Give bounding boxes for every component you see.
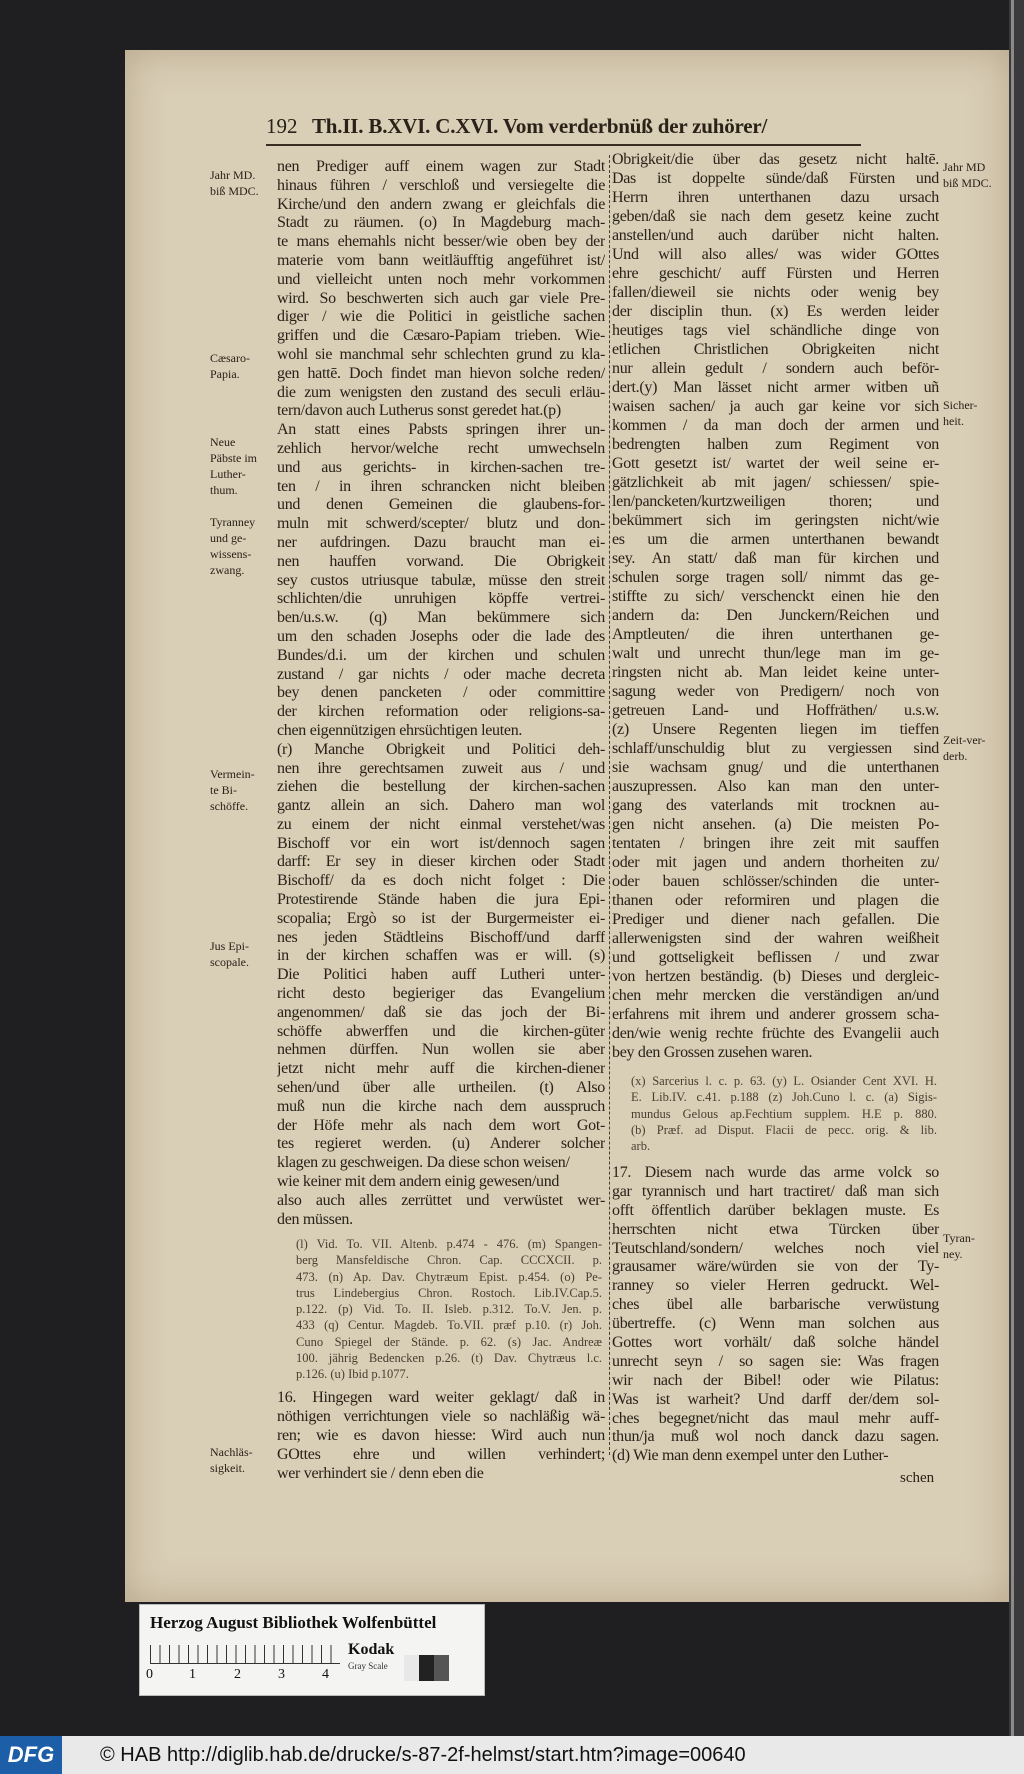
text-line: von hertzen beständig. (b) Dieses und dergleic- bbox=[612, 968, 939, 985]
text-line: Herrn ihren unterthanen dazu ursach bbox=[612, 189, 939, 206]
text-line: nöthigen verrichtungen viele so nachläßig wä- bbox=[277, 1408, 605, 1425]
text-line: gang des vaterlands mit trocknen au- bbox=[612, 797, 939, 814]
margin-note-line: Cæsaro- bbox=[210, 351, 250, 365]
text-line: stiffte zu sich/ verschenckt einen hie den bbox=[612, 588, 939, 605]
text-line: sey custos utriusque tabulæ, müsse den streit bbox=[277, 571, 605, 589]
text-line: darff: Er sey in dieser kirchen oder Stadt bbox=[277, 853, 605, 871]
text-line: Amptleuten/ die ihren unterthanen ge- bbox=[612, 626, 939, 643]
right-column-text bbox=[612, 150, 939, 1062]
margin-note-line: schöffe. bbox=[210, 799, 249, 813]
text-line: waisen sachen/ ja auch gar keine vor sich bbox=[612, 398, 939, 415]
text-line: herrschten nicht etwa Türcken über bbox=[612, 1220, 939, 1238]
text-line: den müssen. bbox=[277, 1210, 353, 1228]
margin-note-left bbox=[210, 766, 255, 814]
text-line: hinaus führen / verschloß und versiegelte die bbox=[277, 176, 605, 194]
text-line: oder mit jagen und andern thorheiten zu/ bbox=[612, 854, 939, 871]
text-line: der Höfe mehr als nach dem wort Got- bbox=[277, 1116, 605, 1134]
text-line: Stadt zu räumen. (o) In Magdeburg mach- bbox=[277, 214, 605, 232]
text-line: scopalia; Ergò so ist der Burgermeister ei- bbox=[277, 909, 605, 927]
text-line: ten / in ihren schrancken nicht bleiben bbox=[277, 477, 605, 495]
text-line: grausamer wäre/würden sie von der Ty- bbox=[612, 1258, 939, 1276]
margin-note-line: Vermein- bbox=[210, 767, 255, 781]
text-line: p.126. (u) Ibid p.1077. bbox=[296, 1367, 409, 1382]
margin-note-right bbox=[943, 159, 992, 191]
margin-note-left bbox=[210, 350, 250, 382]
text-line: Prediger und diener nach gefallen. Die bbox=[612, 911, 939, 928]
text-line: dert.(y) Man lässet nicht armer witben uñ bbox=[612, 379, 939, 396]
text-line: walt und unrecht thun/lege man im ge- bbox=[612, 645, 939, 662]
ruler-number: 1 bbox=[189, 1667, 196, 1682]
text-line: schulen sorge tragen soll/ nimmt das ge- bbox=[612, 569, 939, 586]
margin-note-line: Zeit-ver- bbox=[943, 733, 986, 747]
margin-note-line: sigkeit. bbox=[210, 1461, 245, 1475]
text-line: jetzt nicht mehr auff die kirchen-diener bbox=[277, 1060, 605, 1078]
text-line: kommen / da man doch der armen und bbox=[612, 417, 939, 434]
margin-note-line: heit. bbox=[943, 414, 964, 428]
text-line: len/pancketen/kurtzweiligen thoren; und bbox=[612, 493, 939, 510]
text-line: nes jeden Städtleins Bischoff/und darff bbox=[277, 928, 605, 946]
catchword: schen bbox=[900, 1470, 935, 1486]
text-line: erfahrens mit ihrem und anderer grossem scha- bbox=[612, 1006, 939, 1023]
kodak-label: Kodak bbox=[348, 1641, 395, 1658]
text-line: es um die armen unterthanen bewandt bbox=[612, 531, 939, 548]
text-line: chen mehr mercken die verständigen an/und bbox=[612, 987, 939, 1004]
text-line: 16. Hingegen ward weiter geklagt/ daß in bbox=[277, 1389, 605, 1406]
scan-edge bbox=[1009, 0, 1024, 1736]
text-line: wie keiner mit dem andern einig gewesen/und bbox=[277, 1173, 560, 1191]
text-line: Bischoff vor ein wort ist/dennoch sagen bbox=[277, 834, 605, 852]
text-line: unrecht seyn / so sagen sie: Was fragen bbox=[612, 1352, 939, 1370]
page-number: 192 bbox=[266, 114, 298, 138]
text-line: Teutschland/sondern/ welches noch viel bbox=[612, 1239, 939, 1257]
text-line: ner aufdringen. Dazu braucht man ei- bbox=[277, 533, 605, 551]
margin-note-line: biß MDC. bbox=[210, 184, 259, 198]
ruler-scale bbox=[150, 1645, 340, 1664]
section-16-text bbox=[277, 1388, 605, 1483]
text-line: auszupressen. Also kan man den unter- bbox=[612, 778, 939, 795]
text-line: schlaff/unschuldig blut zu vergiessen sind bbox=[612, 740, 939, 757]
dfg-logo: DFG bbox=[0, 1736, 62, 1774]
column-divider bbox=[609, 155, 611, 1455]
text-line: (d) Wie man denn exempel unter den Luther- bbox=[612, 1447, 889, 1465]
text-line: ringsten nicht ab. Man leidet keine unter- bbox=[612, 664, 939, 681]
text-line: nen Prediger auff einem wagen zur Stadt bbox=[277, 158, 605, 175]
text-line: den/wie wenig rechte früchte des Evangelii auch bbox=[612, 1025, 939, 1042]
text-line: getreuen Land- und Hoffräthen/ u.s.w. bbox=[612, 702, 939, 719]
text-line: tes regieret werden. (u) Anderer solcher bbox=[277, 1135, 605, 1153]
text-line: bey denen pancketen / oder committire bbox=[277, 684, 605, 702]
text-line: zehlich hervor/welche recht umwechseln bbox=[277, 439, 605, 457]
text-line: schöffe abwerffen und die kirchen-güter bbox=[277, 1022, 605, 1040]
text-line: und gottseligkeit beflissen / und zwar bbox=[612, 949, 939, 966]
running-title: Th.II. B.XVI. C.XVI. Vom verderbnüß der zuhörer/ bbox=[312, 114, 768, 138]
text-line: offt öffentlich darüber beklagen muste. Es bbox=[612, 1201, 939, 1219]
text-line: Was ist warheit? Und darff der/dem sol- bbox=[612, 1390, 939, 1408]
margin-note-line: Jus Epi- bbox=[210, 939, 249, 953]
margin-note-line: Papia. bbox=[210, 367, 240, 381]
text-line: gantz allein an sich. Dahero man wol bbox=[277, 797, 605, 815]
text-line: Die Politici haben auff Lutheri unter- bbox=[277, 966, 605, 984]
left-footnotes bbox=[296, 1236, 602, 1383]
text-line: trus Lindebergius Chron. Rostoch. Lib.IV.Cap.5. bbox=[296, 1285, 602, 1300]
text-line: (r) Manche Obrigkeit und Politici deh- bbox=[277, 740, 605, 758]
text-line: ren; wie es davon hiesse: Wird auch nun bbox=[277, 1427, 605, 1444]
margin-note-left bbox=[210, 167, 259, 199]
text-line: die zum wenigsten den zustand des seculi erläu- bbox=[277, 383, 605, 401]
text-line: nen ihre gerechtsamen zuweit aus / und bbox=[277, 759, 605, 777]
text-line: ranney so vieler Herren gedruckt. Wel- bbox=[612, 1277, 939, 1295]
margin-note-line: te Bi- bbox=[210, 783, 237, 797]
margin-note-left bbox=[210, 1444, 253, 1476]
margin-note-line: Jahr MD bbox=[943, 160, 986, 174]
text-line: gar tyrannisch und hart tractiret/ daß man sich bbox=[612, 1182, 939, 1200]
text-line: Obrigkeit/die über das gesetz nicht haltē. bbox=[612, 151, 939, 168]
text-line: arb. bbox=[631, 1139, 651, 1154]
text-line: bedrengten halben zum Regiment von bbox=[612, 436, 939, 453]
text-line: muß nun die kirche nach dem ausspruch bbox=[277, 1097, 605, 1115]
text-line: zustand / gar nichts / oder mache decreta bbox=[277, 665, 605, 683]
margin-note-line: Sicher- bbox=[943, 398, 978, 412]
text-line: um den schaden Josephs oder die lade des bbox=[277, 627, 605, 645]
text-line: Bundes/d.i. um der kirchen und schulen bbox=[277, 646, 605, 664]
text-line: 100. jährig Bedencken p.26. (t) Dav. Chytræus l.c. bbox=[296, 1351, 602, 1366]
text-line: und denen Gemeinen die glaubens-for- bbox=[277, 496, 605, 514]
text-line: der disciplin thun. (x) Es werden leider bbox=[612, 303, 939, 320]
text-line: also auch alles zerrüttet und verwüstet wer- bbox=[277, 1191, 605, 1209]
card-title: Herzog August Bibliothek Wolfenbüttel bbox=[150, 1613, 437, 1632]
gray-patches bbox=[404, 1655, 464, 1681]
text-line: An statt eines Pabsts springen ihrer un- bbox=[277, 421, 605, 439]
text-line: und vielleicht unten noch mehr vorkommen bbox=[277, 270, 605, 288]
text-line: Gott gesetzt ist/ wartet der weil seine er- bbox=[612, 455, 939, 472]
text-line: gen nicht ansehen. (a) Die meisten Po- bbox=[612, 816, 939, 833]
margin-note-line: thum. bbox=[210, 483, 238, 497]
margin-note-line: Tyranney bbox=[210, 515, 256, 529]
text-line: fallen/dieweil sie nichts oder wenig bey bbox=[612, 284, 939, 301]
text-line: Das ist doppelte sünde/daß Fürsten und bbox=[612, 170, 939, 187]
running-header bbox=[266, 114, 861, 142]
margin-note-line: Luther- bbox=[210, 467, 246, 481]
text-line: sehen/und über alle urtheilen. (t) Also bbox=[277, 1079, 605, 1097]
text-line: bey den Grossen zusehen waren. bbox=[612, 1044, 813, 1061]
gray-scale-label: Gray Scale bbox=[348, 1661, 388, 1671]
margin-note-left bbox=[210, 434, 257, 498]
text-line: 17. Diesem nach wurde das arme volck so bbox=[612, 1164, 939, 1181]
ruler-number: 3 bbox=[278, 1667, 285, 1682]
text-line: chen eigennützigen ehrsüchtigen leuten. bbox=[277, 721, 523, 739]
text-line: klagen zu geschweigen. Da diese schon weisen/ bbox=[277, 1154, 570, 1172]
text-line: zu einem der nicht einmal verstehet/was bbox=[277, 815, 605, 833]
text-line: schlichten/die unruhigen köpffe vertrei- bbox=[277, 590, 605, 608]
margin-note-line: Päbste im bbox=[210, 451, 257, 465]
text-line: ziehen die bestellung der kirchen-sachen bbox=[277, 778, 605, 796]
text-line: Bischoff/ da es doch nicht folget : Die bbox=[277, 872, 605, 890]
text-line: wohl sie manchmal sehr schlechten grund zu kla- bbox=[277, 345, 605, 363]
margin-note-line: Jahr MD. bbox=[210, 168, 256, 182]
margin-note-line: derb. bbox=[943, 749, 968, 763]
text-line: Cuno Spiegel der Stände. p. 62. (s) Jac. Andreæ bbox=[296, 1334, 602, 1349]
text-line: tentaten / bringen ihre zeit mit sauffen bbox=[612, 835, 939, 852]
ruler-number: 2 bbox=[234, 1667, 241, 1682]
text-line: richt desto begieriger das Evangelium bbox=[277, 985, 605, 1003]
text-line: berg Mansfeldische Chron. Cap. CCCXCII. p. bbox=[296, 1253, 602, 1268]
margin-note-right bbox=[943, 397, 977, 429]
right-footnotes bbox=[631, 1073, 937, 1154]
text-line: wird. So beschwerten sich auch gar viele Pre- bbox=[277, 289, 605, 307]
text-line: übertreffe. (c) Wenn man solchen aus bbox=[612, 1315, 939, 1333]
text-line: griffen und die Cæsaro-Papiam trieben. Wie- bbox=[277, 327, 605, 345]
text-line: bekümmert sich im geringsten nicht/wie bbox=[612, 512, 939, 529]
text-line: Gottes wort vorhält/ daß solche händel bbox=[612, 1334, 939, 1352]
text-line: ches begegnet/nicht das maul mehr auff- bbox=[612, 1409, 939, 1427]
text-line: Kirche/und den andern zwang er gleichfals die bbox=[277, 195, 605, 213]
text-line: mundus Gelous ap.Fechtium supplem. H.E p. 880. bbox=[631, 1106, 937, 1121]
source-link[interactable]: © HAB http://diglib.hab.de/drucke/s-87-2f-helmst/start.htm?image=00640 bbox=[100, 1744, 746, 1766]
text-line: (l) Vid. To. VII. Altenb. p.474 - 476. (m) Spangen- bbox=[296, 1237, 602, 1251]
margin-note-line: Tyran- bbox=[943, 1231, 975, 1245]
text-line: (x) Sarcerius l. c. p. 63. (y) L. Osiander Cent XVI. H. bbox=[631, 1074, 937, 1088]
text-line: (b) Præf. ad Disput. Flacii de pecc. orig. & lib. bbox=[631, 1122, 937, 1137]
margin-note-line: wissens- bbox=[210, 547, 252, 561]
text-line: der kirchen reformation oder religions-sa- bbox=[277, 703, 605, 721]
margin-note-line: scopale. bbox=[210, 955, 249, 969]
color-calibration-card bbox=[139, 1604, 485, 1696]
text-line: 473. (n) Ap. Dav. Chytræum Epist. p.454. (o) Pe- bbox=[296, 1269, 602, 1284]
footer-bar bbox=[0, 1736, 1024, 1774]
margin-note-line: ney. bbox=[943, 1247, 963, 1261]
margin-note-line: und ge- bbox=[210, 531, 247, 545]
text-line: wer verhindert sie / denn eben die bbox=[277, 1465, 484, 1482]
text-line: p.122. (p) Vid. To. II. Isleb. p.312. To.V. Jen. p. bbox=[296, 1302, 602, 1317]
margin-note-line: zwang. bbox=[210, 563, 245, 577]
text-line: sagung weder von Predigern/ noch von bbox=[612, 683, 939, 700]
margin-note-line: Nachläs- bbox=[210, 1445, 253, 1459]
margin-note-line: Neue bbox=[210, 435, 236, 449]
text-line: (z) Unsere Regenten liegen im tieffen bbox=[612, 721, 939, 738]
text-line: heutiges tags viel schändliche dinge von bbox=[612, 322, 939, 339]
text-line: und aus gerichts- in kirchen-sachen tre- bbox=[277, 458, 605, 476]
text-line: andern da: Den Junckern/Reichen und bbox=[612, 607, 939, 624]
text-line: angenommen/ daß sie das joch der Bi- bbox=[277, 1003, 605, 1021]
text-line: Protestirende Stände haben die jura Epi- bbox=[277, 891, 605, 909]
text-line: allerwenigsten sind der wahren weißheit bbox=[612, 930, 939, 947]
margin-note-right bbox=[943, 732, 985, 764]
margin-note-left bbox=[210, 938, 249, 970]
text-line: gen hattē. Doch findet man hievon solche reden/ bbox=[277, 364, 605, 382]
margin-note-line: biß MDC. bbox=[943, 176, 992, 190]
text-line: wir nach der Bibel! oder wie Pilatus: bbox=[612, 1371, 939, 1389]
text-line: E. Lib.IV. c.41. p.188 (z) Joh.Cuno l. c. (a) Sigis- bbox=[631, 1090, 937, 1105]
ruler-number: 4 bbox=[322, 1667, 329, 1682]
header-rule bbox=[266, 144, 861, 146]
text-line: oder bauen schlösser/schinden die unter- bbox=[612, 873, 939, 890]
section-17-text bbox=[612, 1164, 939, 1466]
text-line: nen hauffen vorwand. Die Obrigkeit bbox=[277, 552, 605, 570]
text-line: nehmen dürffen. Nun wollen sie aber bbox=[277, 1041, 605, 1059]
text-line: ben/u.s.w. (q) Man bekümmere sich bbox=[277, 609, 605, 627]
text-line: sie wachsam gnug/ und die unterthanen bbox=[612, 759, 939, 776]
text-line: etlichen Christlichen Obrigkeiten nicht bbox=[612, 341, 939, 358]
text-line: gätzlichkeit ab mit jagen/ schiessen/ spie- bbox=[612, 474, 939, 491]
text-line: Und will also alles/ was wider GOttes bbox=[612, 246, 939, 263]
text-line: diger / wie die Politici in geistliche sachen bbox=[277, 308, 605, 326]
text-line: muln mit schwerd/scepter/ blutz und don- bbox=[277, 515, 605, 533]
text-line: GOttes ehre und willen verhindert; bbox=[277, 1446, 605, 1463]
text-line: materie vom bann weitläufftig angeführet ist/ bbox=[277, 251, 605, 269]
text-line: ches übel alle barbarische verwüstung bbox=[612, 1296, 939, 1314]
text-line: 433 (q) Centur. Magdeb. To.VII. præf p.10. (r) Joh. bbox=[296, 1318, 602, 1333]
text-line: thanen oder reformiren und plagen die bbox=[612, 892, 939, 909]
text-line: ehre geschicht/ auff Fürsten und Herren bbox=[612, 265, 939, 282]
margin-note-left bbox=[210, 514, 255, 578]
text-line: anstellen/und auch darüber nicht halten. bbox=[612, 227, 939, 244]
text-line: tern/davon auch Lutherus sonst geredet hat.(p) bbox=[277, 402, 561, 420]
left-column-text bbox=[277, 158, 605, 1229]
margin-note-right bbox=[943, 1230, 975, 1262]
text-line: geben/daß sie nach dem gesetz keine zucht bbox=[612, 208, 939, 225]
text-line: in der kirchen schaffen was er will. (s) bbox=[277, 947, 605, 965]
ruler-number: 0 bbox=[146, 1667, 153, 1682]
text-line: sey. An statt/ daß man für kirchen und bbox=[612, 550, 939, 567]
text-line: nur allein gedult / sondern auch beför- bbox=[612, 360, 939, 377]
text-line: thun/ja muß wol noch danck dazu sagen. bbox=[612, 1428, 939, 1446]
text-line: te mans ehemahls nicht besser/wie oben bey der bbox=[277, 233, 605, 251]
